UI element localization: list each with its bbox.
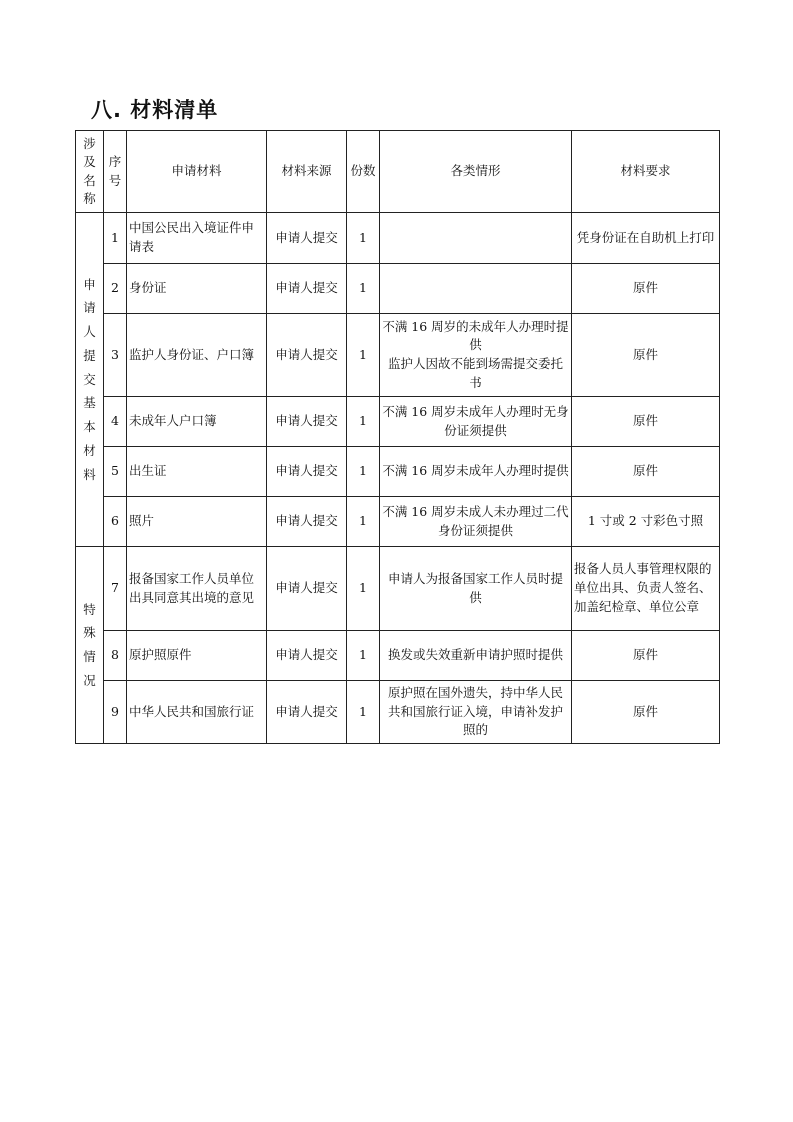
cell-situation: 换发或失效重新申请护照时提供 <box>380 631 572 681</box>
group-label-basic: 申 请 人 提 交 基 本 材 料 <box>76 213 104 547</box>
cell-requirement: 报备人员人事管理权限的单位出具、负责人签名、加盖纪检章、单位公章 <box>572 547 720 631</box>
cell-source: 申请人提交 <box>267 547 347 631</box>
table-row <box>76 547 720 631</box>
cell-material: 报备国家工作人员单位出具同意其出境的意见 <box>127 547 267 631</box>
table-header-row <box>76 131 720 213</box>
cell-material: 监护人身份证、户口簿 <box>127 314 267 397</box>
cell-situation: 不满 16 周岁未成人未办理过二代身份证须提供 <box>380 497 572 547</box>
header-category: 涉 及 名 称 <box>76 131 104 213</box>
table-row <box>76 631 720 681</box>
cell-source: 申请人提交 <box>267 264 347 314</box>
cell-copies: 1 <box>347 547 380 631</box>
cell-no: 8 <box>104 631 127 681</box>
table-row <box>76 314 720 397</box>
cell-requirement: 原件 <box>572 314 720 397</box>
cell-source: 申请人提交 <box>267 314 347 397</box>
cell-source: 申请人提交 <box>267 213 347 264</box>
table-row <box>76 213 720 264</box>
cell-requirement: 原件 <box>572 397 720 447</box>
cell-requirement: 原件 <box>572 681 720 744</box>
table-row <box>76 447 720 497</box>
cell-source: 申请人提交 <box>267 681 347 744</box>
header-serial: 序 号 <box>104 131 127 213</box>
cell-no: 4 <box>104 397 127 447</box>
cell-material: 身份证 <box>127 264 267 314</box>
cell-requirement: 原件 <box>572 447 720 497</box>
header-situation: 各类情形 <box>380 131 572 213</box>
cell-situation: 申请人为报备国家工作人员时提供 <box>380 547 572 631</box>
cell-source: 申请人提交 <box>267 497 347 547</box>
cell-requirement: 1 寸或 2 寸彩色寸照 <box>572 497 720 547</box>
cell-material: 原护照原件 <box>127 631 267 681</box>
cell-copies: 1 <box>347 497 380 547</box>
header-source: 材料来源 <box>267 131 347 213</box>
table-row <box>76 497 720 547</box>
cell-requirement: 凭身份证在自助机上打印 <box>572 213 720 264</box>
cell-copies: 1 <box>347 213 380 264</box>
header-material: 申请材料 <box>127 131 267 213</box>
cell-no: 9 <box>104 681 127 744</box>
cell-material: 中国公民出入境证件申请表 <box>127 213 267 264</box>
cell-requirement: 原件 <box>572 264 720 314</box>
table-row <box>76 264 720 314</box>
cell-no: 3 <box>104 314 127 397</box>
material-list-table <box>75 130 720 744</box>
table-row <box>76 681 720 744</box>
cell-copies: 1 <box>347 631 380 681</box>
cell-copies: 1 <box>347 681 380 744</box>
cell-material: 出生证 <box>127 447 267 497</box>
header-requirement: 材料要求 <box>572 131 720 213</box>
cell-no: 5 <box>104 447 127 497</box>
cell-material: 中华人民共和国旅行证 <box>127 681 267 744</box>
cell-no: 6 <box>104 497 127 547</box>
page-title: 八. 材料清单 <box>91 98 219 122</box>
cell-copies: 1 <box>347 397 380 447</box>
cell-no: 2 <box>104 264 127 314</box>
cell-source: 申请人提交 <box>267 447 347 497</box>
group-label-special: 特 殊 情 况 <box>76 547 104 744</box>
cell-no: 1 <box>104 213 127 264</box>
cell-material: 照片 <box>127 497 267 547</box>
table-row <box>76 397 720 447</box>
cell-copies: 1 <box>347 447 380 497</box>
cell-situation <box>380 213 572 264</box>
cell-material: 未成年人户口簿 <box>127 397 267 447</box>
cell-copies: 1 <box>347 264 380 314</box>
cell-requirement: 原件 <box>572 631 720 681</box>
cell-source: 申请人提交 <box>267 631 347 681</box>
header-copies: 份数 <box>347 131 380 213</box>
cell-source: 申请人提交 <box>267 397 347 447</box>
cell-situation <box>380 264 572 314</box>
cell-situation: 不满 16 周岁未成年人办理时提供 <box>380 447 572 497</box>
cell-copies: 1 <box>347 314 380 397</box>
cell-situation: 不满 16 周岁未成年人办理时无身份证须提供 <box>380 397 572 447</box>
cell-situation: 不满 16 周岁的未成年人办理时提供 监护人因故不能到场需提交委托书 <box>380 314 572 397</box>
cell-situation: 原护照在国外遗失，持中华人民共和国旅行证入境，申请补发护照的 <box>380 681 572 744</box>
cell-no: 7 <box>104 547 127 631</box>
